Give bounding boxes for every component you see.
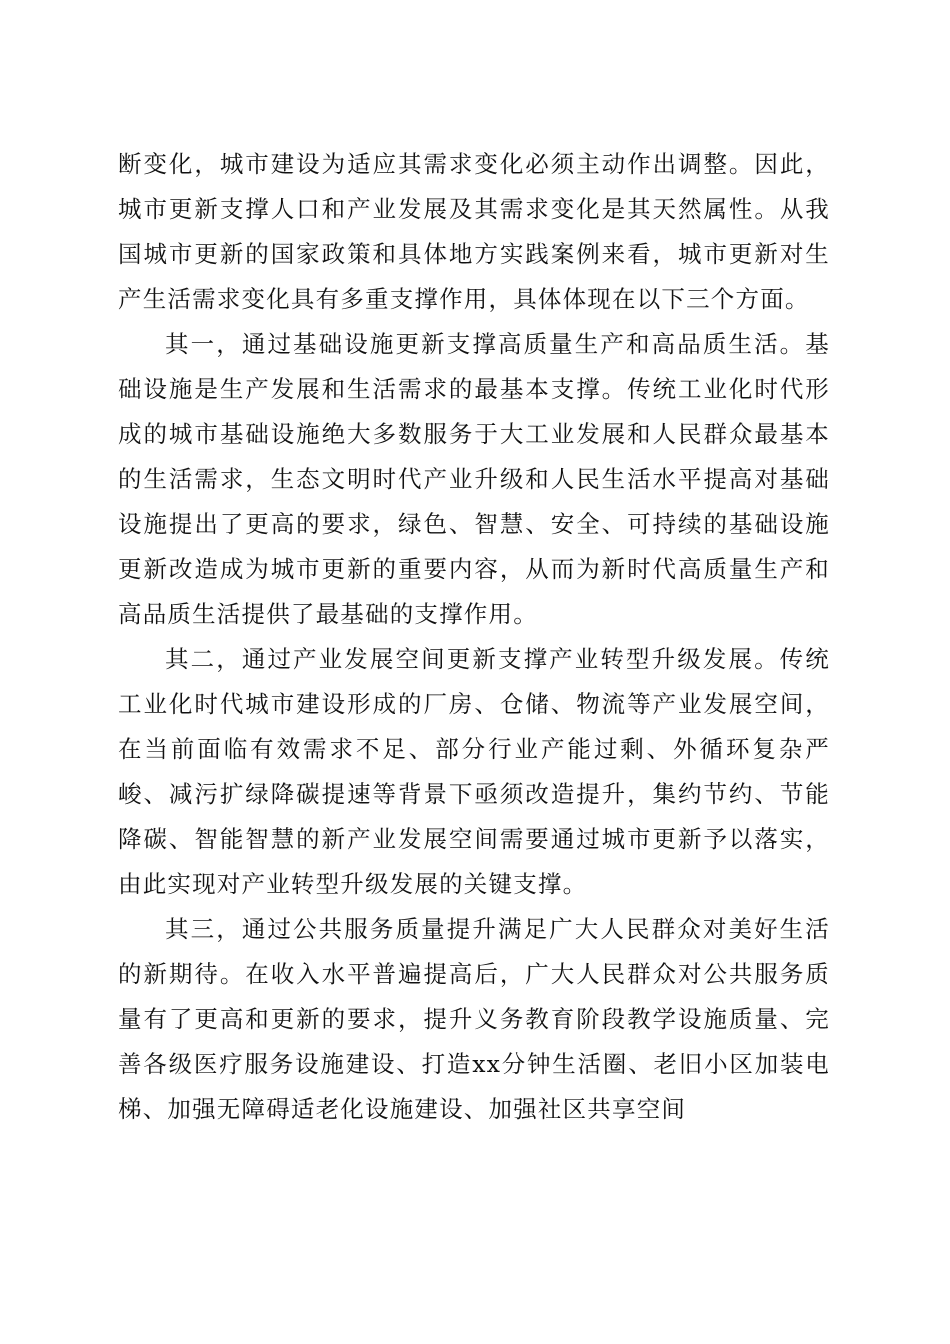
paragraph-continuation: 断变化，城市建设为适应其需求变化必须主动作出调整。因此，城市更新支撑人口和产业发展及其需求变化是其天然属性。从我国城市更新的国家政策和具体地方实践案例来看，城市更新对生产生活需求变化具有多重支撑作用，具体体现在以下三个方面。 bbox=[118, 150, 830, 313]
paragraph-third-point: 其三，通过公共服务质量提升满足广大人民群众对美好生活的新期待。在收入水平普遍提高后，广大人民群众对公共服务质量有了更高和更新的要求，提升义务教育阶段教学设施质量、完善各级医疗服务设施建设、打造xx分钟生活圈、老旧小区加装电梯、加强无障碍适老化设施建设、加强社区共享空间 bbox=[118, 915, 830, 1123]
document-body bbox=[118, 142, 830, 1132]
paragraph-first-point: 其一，通过基础设施更新支撑高质量生产和高品质生活。基础设施是生产发展和生活需求的最基本支撑。传统工业化时代形成的城市基础设施绝大多数服务于大工业发展和人民群众最基本的生活需求，生态文明时代产业升级和人民生活水平提高对基础设施提出了更高的要求，绿色、智慧、安全、可持续的基础设施更新改造成为城市更新的重要内容，从而为新时代高质量生产和高品质生活提供了最基础的支撑作用。 bbox=[118, 330, 830, 628]
paragraph-second-point: 其二，通过产业发展空间更新支撑产业转型升级发展。传统工业化时代城市建设形成的厂房、仓储、物流等产业发展空间，在当前面临有效需求不足、部分行业产能过剩、外循环复杂严峻、减污扩绿降碳提速等背景下亟须改造提升，集约节约、节能降碳、智能智慧的新产业发展空间需要通过城市更新予以落实，由此实现对产业转型升级发展的关键支撑。 bbox=[118, 645, 830, 898]
